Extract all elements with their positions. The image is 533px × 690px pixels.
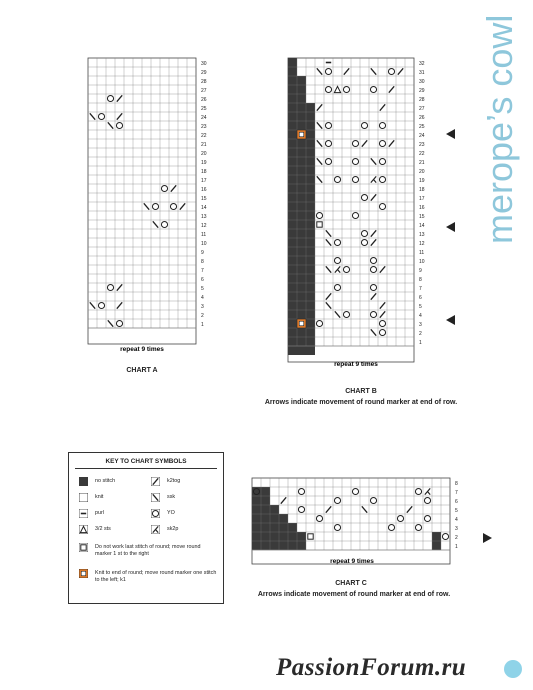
chart-c-row-numbers	[455, 481, 458, 550]
row-number: 11	[201, 232, 207, 239]
row-number: 13	[419, 232, 425, 239]
marker-square-icon	[297, 319, 306, 328]
row-number: 27	[201, 88, 207, 95]
key-divider	[75, 468, 217, 469]
row-number: 20	[419, 169, 425, 176]
row-number: 15	[419, 214, 425, 221]
row-number: 3	[455, 526, 458, 533]
watermark-logo-icon	[504, 660, 522, 678]
row-number: 26	[419, 115, 425, 122]
chart-c-repeat: repeat 9 times	[330, 558, 374, 565]
row-number: 12	[201, 223, 207, 230]
no-stitch-block	[288, 58, 297, 355]
row-number: 30	[419, 79, 425, 86]
key-label: 3/2 sts	[95, 526, 111, 532]
row-number: 18	[201, 169, 207, 176]
row-number: 27	[419, 106, 425, 113]
key-label: sk2p	[167, 526, 179, 532]
chart-a	[86, 56, 212, 361]
row-number: 24	[201, 115, 207, 122]
row-number: 23	[201, 124, 207, 131]
key-label: ssk	[167, 494, 176, 500]
key-symbol	[151, 493, 160, 502]
chart-b-grid	[288, 58, 414, 362]
row-number: 2	[455, 535, 458, 542]
row-number: 6	[201, 277, 204, 284]
chart-b-row-numbers	[419, 61, 425, 346]
row-number: 12	[419, 241, 425, 248]
marker-arrow-icon	[446, 222, 455, 232]
row-number: 10	[201, 241, 207, 248]
no-stitch-block	[288, 523, 297, 550]
row-number: 11	[419, 250, 425, 257]
marker-square-icon	[79, 569, 88, 578]
small-square-icon	[81, 545, 86, 550]
row-number: 5	[455, 508, 458, 515]
watermark-text: PassionForum.ru	[276, 654, 467, 681]
row-number: 5	[201, 286, 204, 293]
chart-a-repeat: repeat 9 times	[120, 346, 164, 353]
row-number: 7	[455, 490, 458, 497]
row-number: 15	[201, 196, 207, 203]
row-number: 2	[201, 313, 204, 320]
key-symbol	[79, 493, 88, 502]
row-number: 26	[201, 97, 207, 104]
row-number: 21	[419, 160, 425, 167]
no-stitch-block	[270, 505, 279, 550]
row-number: 9	[419, 268, 422, 275]
key-symbol	[79, 477, 88, 486]
chart-b-subcaption: Arrows indicate movement of round marker at end of row.	[264, 399, 458, 406]
marker-square-icon	[297, 130, 306, 139]
key-symbol	[79, 543, 88, 552]
row-number: 3	[201, 304, 204, 311]
marker-arrow-icon	[483, 533, 492, 543]
chart-a-grid	[88, 58, 196, 344]
row-number: 28	[201, 79, 207, 86]
row-number: 16	[201, 187, 207, 194]
watermark	[268, 652, 528, 686]
row-number: 4	[201, 295, 204, 302]
row-number: 7	[201, 268, 204, 275]
key-label: knit	[95, 494, 104, 500]
row-number: 9	[201, 250, 204, 257]
row-number: 29	[201, 70, 207, 77]
no-stitch-block	[297, 76, 306, 355]
row-number: 23	[419, 142, 425, 149]
key-symbol	[79, 509, 88, 518]
row-number: 32	[419, 61, 425, 68]
marker-arrow-icon	[446, 129, 455, 139]
row-number: 18	[419, 187, 425, 194]
row-number: 14	[419, 223, 425, 230]
row-number: 21	[201, 142, 207, 149]
key-label: purl	[95, 510, 104, 516]
row-number: 22	[419, 151, 425, 158]
key-label: no stitch	[95, 478, 116, 484]
sk2p-icon	[153, 526, 158, 532]
page-title-text: merope’s cowl	[479, 14, 520, 244]
key-label: k2tog	[167, 478, 181, 484]
row-number: 6	[455, 499, 458, 506]
ssk-icon	[153, 494, 158, 500]
key-symbol	[79, 569, 88, 578]
chart-b	[286, 56, 486, 376]
row-number: 1	[455, 544, 458, 551]
row-number: 1	[419, 340, 422, 347]
row-number: 16	[419, 205, 425, 212]
chart-c-caption: CHART C	[335, 580, 367, 587]
yo-icon	[152, 510, 158, 516]
row-number: 6	[419, 295, 422, 302]
row-number: 22	[201, 133, 207, 140]
row-number: 2	[419, 331, 422, 338]
key-label: Knit to end of round; move round marker one stitch to the left; k1	[95, 570, 217, 583]
chart-c-grid	[252, 478, 450, 564]
row-number: 17	[201, 178, 207, 185]
key-label: YO	[167, 510, 175, 516]
chart-c	[250, 476, 498, 572]
chart-b-repeat: repeat 9 times	[334, 361, 378, 368]
marker-arrow-icon	[446, 315, 455, 325]
row-number: 30	[201, 61, 207, 68]
symbol-key	[68, 452, 224, 604]
key-label: Do not work last stitch of round; move round marker 1 st to the right	[95, 544, 201, 557]
chart-a-caption: CHART A	[126, 367, 158, 374]
row-number: 14	[201, 205, 207, 212]
row-number: 19	[201, 160, 207, 167]
row-number: 1	[201, 322, 204, 329]
chart-c-subcaption: Arrows indicate movement of round marker at end of row.	[257, 591, 451, 598]
chart-a-row-numbers	[201, 61, 207, 328]
row-number: 19	[419, 178, 425, 185]
key-symbol	[151, 477, 160, 486]
filled-square-icon	[79, 477, 88, 486]
row-number: 4	[455, 517, 458, 524]
row-number: 24	[419, 133, 425, 140]
row-number: 5	[419, 304, 422, 311]
triangle-icon	[80, 526, 86, 532]
row-number: 28	[419, 97, 425, 104]
row-number: 25	[201, 106, 207, 113]
row-number: 8	[455, 481, 458, 488]
row-number: 10	[419, 259, 425, 266]
row-number: 13	[201, 214, 207, 221]
key-symbol	[79, 525, 88, 534]
row-number: 20	[201, 151, 207, 158]
key-title: KEY TO CHART SYMBOLS	[105, 458, 187, 465]
row-number: 8	[419, 277, 422, 284]
k2tog-icon	[153, 478, 158, 484]
row-number: 31	[419, 70, 425, 77]
row-number: 7	[419, 286, 422, 293]
key-symbol	[151, 525, 160, 534]
row-number: 4	[419, 313, 422, 320]
row-number: 29	[419, 88, 425, 95]
chart-b-caption: CHART B	[345, 388, 377, 395]
row-number: 3	[419, 322, 422, 329]
row-number: 17	[419, 196, 425, 203]
key-symbol	[151, 509, 160, 518]
row-number: 8	[201, 259, 204, 266]
row-number: 25	[419, 124, 425, 131]
empty-square-icon	[79, 493, 88, 502]
